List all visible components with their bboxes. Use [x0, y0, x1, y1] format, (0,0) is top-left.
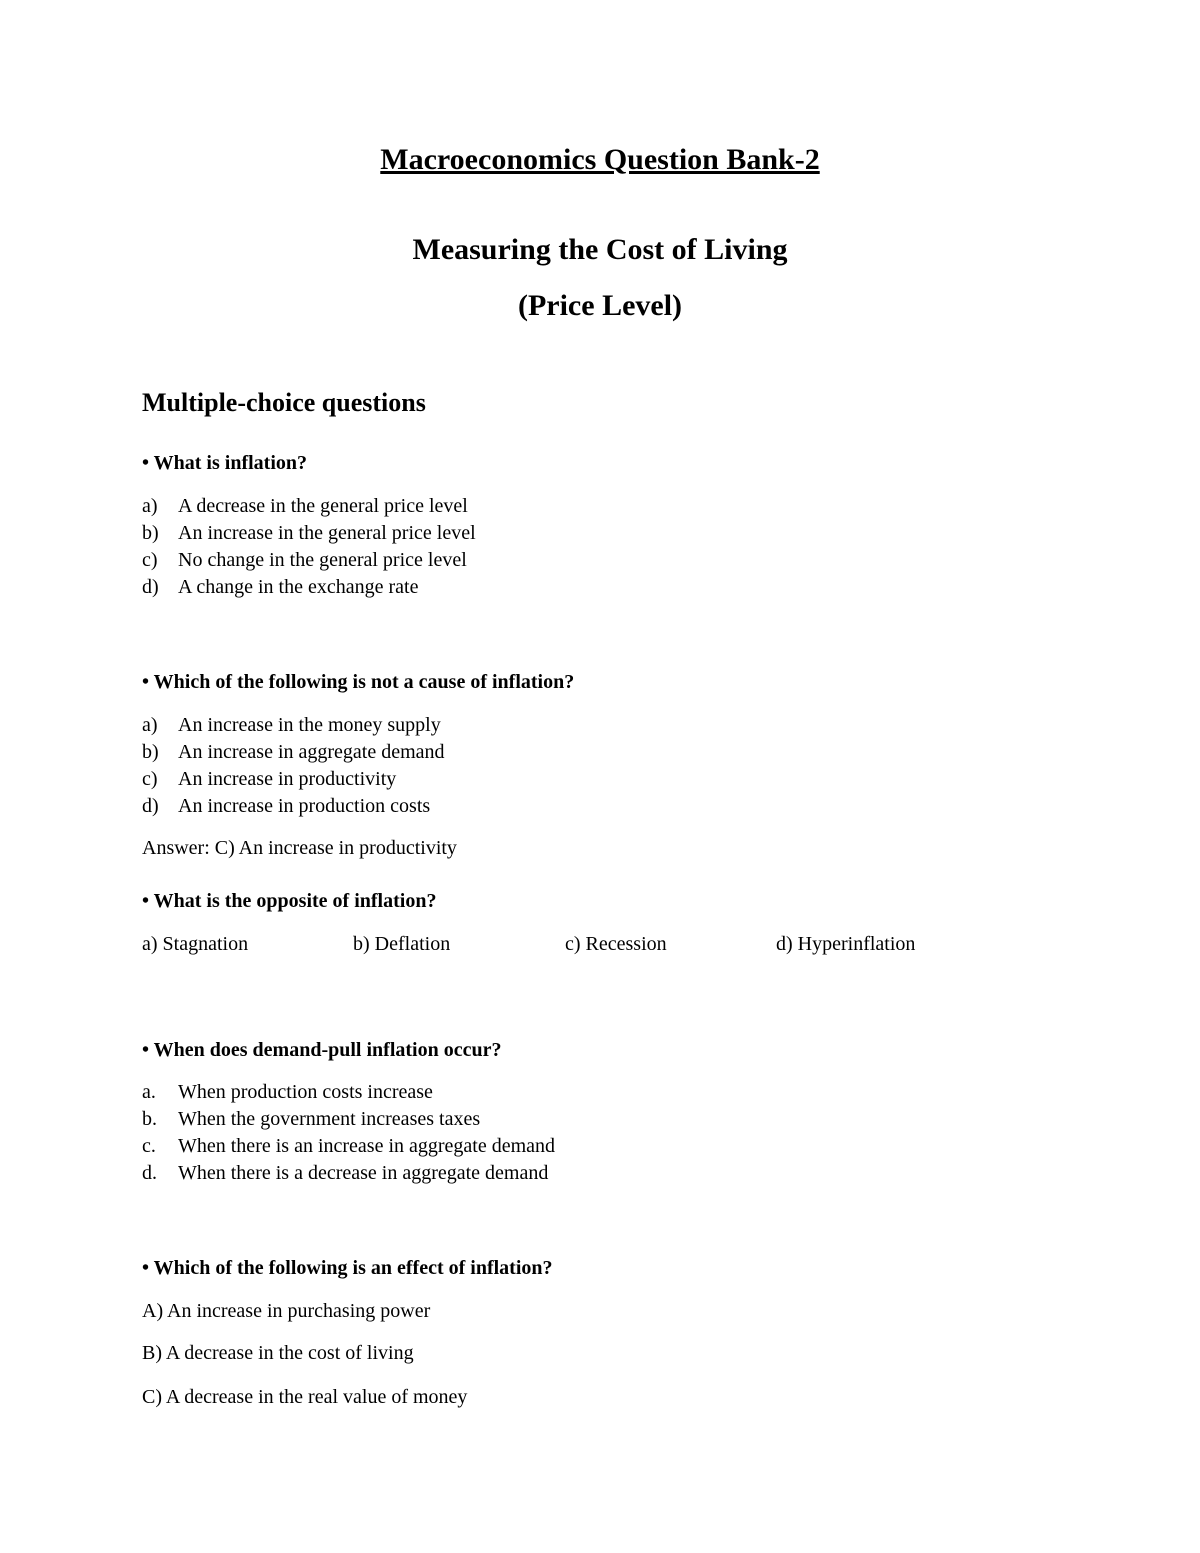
- question-3: • What is the opposite of inflation?: [142, 890, 437, 912]
- option-label: d): [142, 576, 159, 598]
- question-2: • Which of the following is not a cause of inflation?: [142, 671, 575, 693]
- option-label: c): [142, 549, 158, 571]
- section-heading: Multiple-choice questions: [142, 388, 426, 417]
- question-1: • What is inflation?: [142, 452, 307, 474]
- option-text: When there is an increase in aggregate demand: [178, 1135, 556, 1157]
- option-text: An increase in the general price level: [178, 522, 476, 544]
- question-4: • When does demand-pull inflation occur?: [142, 1039, 502, 1061]
- option-text: An increase in productivity: [178, 768, 397, 790]
- question-5: • Which of the following is an effect of inflation?: [142, 1257, 553, 1279]
- document-subtitle: Measuring the Cost of Living: [412, 233, 788, 266]
- option-label: b): [142, 741, 159, 763]
- option-text: An increase in production costs: [178, 795, 431, 817]
- option-text: An increase in aggregate demand: [178, 741, 445, 763]
- option-text: a) Stagnation: [142, 933, 249, 955]
- option-label: a): [142, 714, 158, 736]
- option-label: c): [142, 768, 158, 790]
- document-subtitle-secondary: (Price Level): [517, 289, 683, 322]
- option-text: A change in the exchange rate: [178, 576, 419, 598]
- option-text: d) Hyperinflation: [776, 933, 916, 955]
- option-text: An increase in the money supply: [178, 714, 441, 736]
- option-text: b) Deflation: [353, 933, 451, 955]
- option-text: When there is a decrease in aggregate demand: [178, 1162, 549, 1184]
- option-text: B) A decrease in the cost of living: [142, 1342, 414, 1364]
- option-label: d.: [142, 1162, 157, 1184]
- option-label: b.: [142, 1108, 157, 1130]
- option-label: d): [142, 795, 159, 817]
- option-label: b): [142, 522, 159, 544]
- answer-text: Answer: C) An increase in productivity: [142, 837, 457, 859]
- option-text: No change in the general price level: [178, 549, 467, 571]
- option-label: c.: [142, 1135, 156, 1157]
- option-text: When production costs increase: [178, 1081, 433, 1103]
- option-text: c) Recession: [565, 933, 667, 955]
- option-text: C) A decrease in the real value of money: [142, 1386, 468, 1408]
- document-title: Macroeconomics Question Bank-2: [380, 143, 820, 176]
- option-text: When the government increases taxes: [178, 1108, 481, 1130]
- option-label: a): [142, 495, 158, 517]
- option-label: a.: [142, 1081, 156, 1103]
- option-text: A decrease in the general price level: [178, 495, 468, 517]
- option-text: A) An increase in purchasing power: [142, 1300, 431, 1322]
